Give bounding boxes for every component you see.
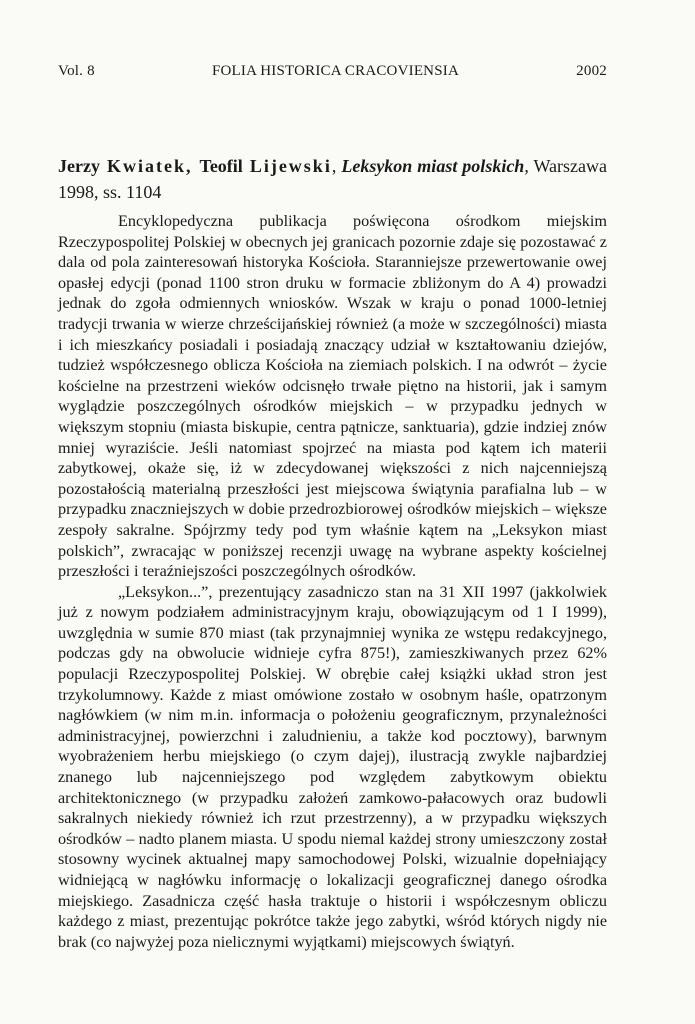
author1-family-name: Kwiatek bbox=[106, 156, 186, 176]
publication-info: Warszawa 1998, ss. 1104 bbox=[58, 156, 608, 202]
review-body bbox=[58, 211, 607, 952]
author2-family-name: Lijewski bbox=[249, 156, 332, 176]
review-heading: Jerzy Kwiatek, Teofil Lijewski, Leksykon miast polskich, Warszawa 1998, ss. 1104 bbox=[58, 156, 608, 202]
author1-given-name: Jerzy bbox=[58, 156, 100, 176]
author2-given-name: Teofil bbox=[199, 156, 243, 176]
book-title: Leksykon miast polskich bbox=[341, 156, 525, 176]
journal-title: FOLIA HISTORICA CRACOVIENSIA bbox=[211, 63, 459, 79]
running-header bbox=[58, 63, 607, 80]
volume-number: Vol. 8 bbox=[58, 63, 95, 79]
publication-year: 2002 bbox=[576, 63, 607, 79]
paragraph-2: „Leksykon...”, prezentujący zasadniczo stan na 31 XII 1997 (jakkolwiek już z nowym podziałem administracyjnym kraju, obowiązującym od 1 I 1999), uwzględnia w sumie 870 miast (tak przynajmniej wynika ze wstępu redakcyjnego, podczas gdy na obwolucie widnieje cyfra 875!), zamieszkiwanych przez 62% populacji Rzeczypospolitej Polskiej. W obrębie całej książki układ stron jest trzykolumnowy. Każde z miast omówione zostało w osobnym haśle, opatrzonym nagłówkiem (w nim m.in. informacja o położeniu geograficznym, przynależności administracyjnej, powierzchni i zaludnieniu, a także kod pocztowy), barwnym wyobrażeniem herbu miejskiego (o czym dajej), ilustracją zwykle najbardziej znanego lub najcenniejszego pod względem zabytkowym obiektu architektonicznego (w przypadku założeń zamkowo-pałacowych oraz budowli sakralnych niekiedy również ich rzut przestrzenny), a w przypadku większych ośrodków – nadto planem miasta. U spodu niemal każdej strony umieszczony został stosowny wycinek aktualnej mapy samochodowej Polski, wizualnie dopełniający widniejącą w nagłówku informację o lokalizacji geograficznej danego ośrodka miejskiego. Zasadnicza część hasła traktuje o historii i współczesnym obliczu każdego z miast, prezentując pokrótce także jego zabytki, wśród których nigdy nie brak (co najwyżej poza nielicznymi wyjątkami) miejscowych świątyń. bbox=[58, 582, 607, 951]
review-authors: Jerzy Kwiatek, Teofil Lijewski bbox=[58, 156, 332, 176]
paragraph-1: Encyklopedyczna publikacja poświęcona ośrodkom miejskim Rzeczypospolitej Polskiej w obecnych jej granicach pozornie zdaje się pozostawać z dala od pola zainteresowań historyka Kościoła. Staranniejsze przewertowanie owej opasłej edycji (ponad 1100 stron druku w formacie zbliżonym do A 4) prowadzi jednak do zgoła odmiennych wniosków. Wszak w kraju o ponad 1000-letniej tradycji trwania w wierze chrześcijańskiej również (a może w szczególności) miasta i ich mieszkańcy posiadali i posiadają znaczący udział w kształtowaniu dziejów, tudzież współczesnego oblicza Kościoła na ziemiach polskich. I na odwrót – życie kościelne na przestrzeni wieków odcisnęło trwałe piętno na historii, jak i samym wyglądzie poszczególnych ośrodków miejskich – w przypadku jednych w większym stopniu (miasta biskupie, centra pątnicze, sanktuaria), gdzie indziej znów mniej wyraziście. Jeśli natomiast spojrzeć na miasta pod kątem ich materii zabytkowej, okaże się, iż w zdecydowanej większości z nich najcenniejszą pozostałością materialną przeszłości jest miejscowa świątynia parafialna lub – w przypadku znaczniejszych w dobie przedrozbiorowej ośrodków miejskich – większe zespoły sakralne. Spójrzmy tedy pod tym właśnie kątem na „Leksykon miast polskich”, zwracając w poniższej recenzji uwagę na wybrane aspekty kościelnej przeszłości i teraźniejszości poszczególnych ośrodków. bbox=[58, 212, 607, 581]
